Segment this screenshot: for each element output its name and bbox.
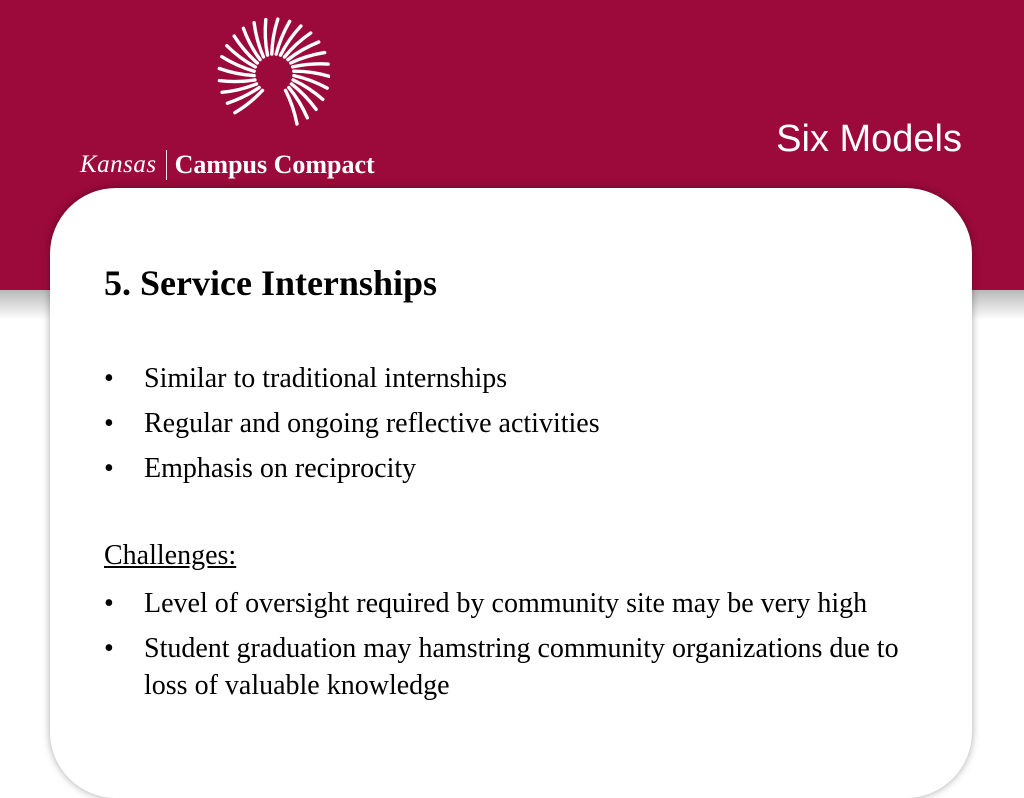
features-list xyxy=(104,360,944,495)
list-item-text: Regular and ongoing reflective activities xyxy=(144,408,600,439)
list-item-text: Emphasis on reciprocity xyxy=(144,453,417,484)
bullet-icon: • xyxy=(104,408,114,439)
bullet-icon: • xyxy=(104,633,114,664)
list-item xyxy=(104,585,944,622)
sunburst-logo-icon xyxy=(214,14,330,136)
list-item xyxy=(104,630,944,704)
list-item-text: Student graduation may hamstring community organizations due to loss of valuable knowledge xyxy=(144,633,899,701)
logo-campus-compact-text: Campus Compact xyxy=(174,150,375,179)
bullet-icon: • xyxy=(104,453,114,484)
list-item xyxy=(104,360,944,397)
logo-kansas-text: Kansas xyxy=(80,151,157,178)
logo-ray xyxy=(219,80,255,82)
list-item xyxy=(104,450,944,487)
challenges-label: Challenges: xyxy=(104,540,237,571)
section-heading: 5. Service Internships xyxy=(104,263,437,303)
organization-logo xyxy=(80,148,375,182)
logo-ray xyxy=(293,64,328,67)
list-item-text: Similar to traditional internships xyxy=(144,363,508,394)
bullet-icon: • xyxy=(104,588,114,619)
bullet-icon: • xyxy=(104,363,114,394)
challenges-list xyxy=(104,585,944,712)
logo-ray xyxy=(265,20,267,56)
list-item xyxy=(104,405,944,442)
slide-title: Six Models xyxy=(776,118,962,160)
logo-divider xyxy=(166,150,167,180)
list-item-text: Level of oversight required by community site may be very high xyxy=(144,588,868,619)
